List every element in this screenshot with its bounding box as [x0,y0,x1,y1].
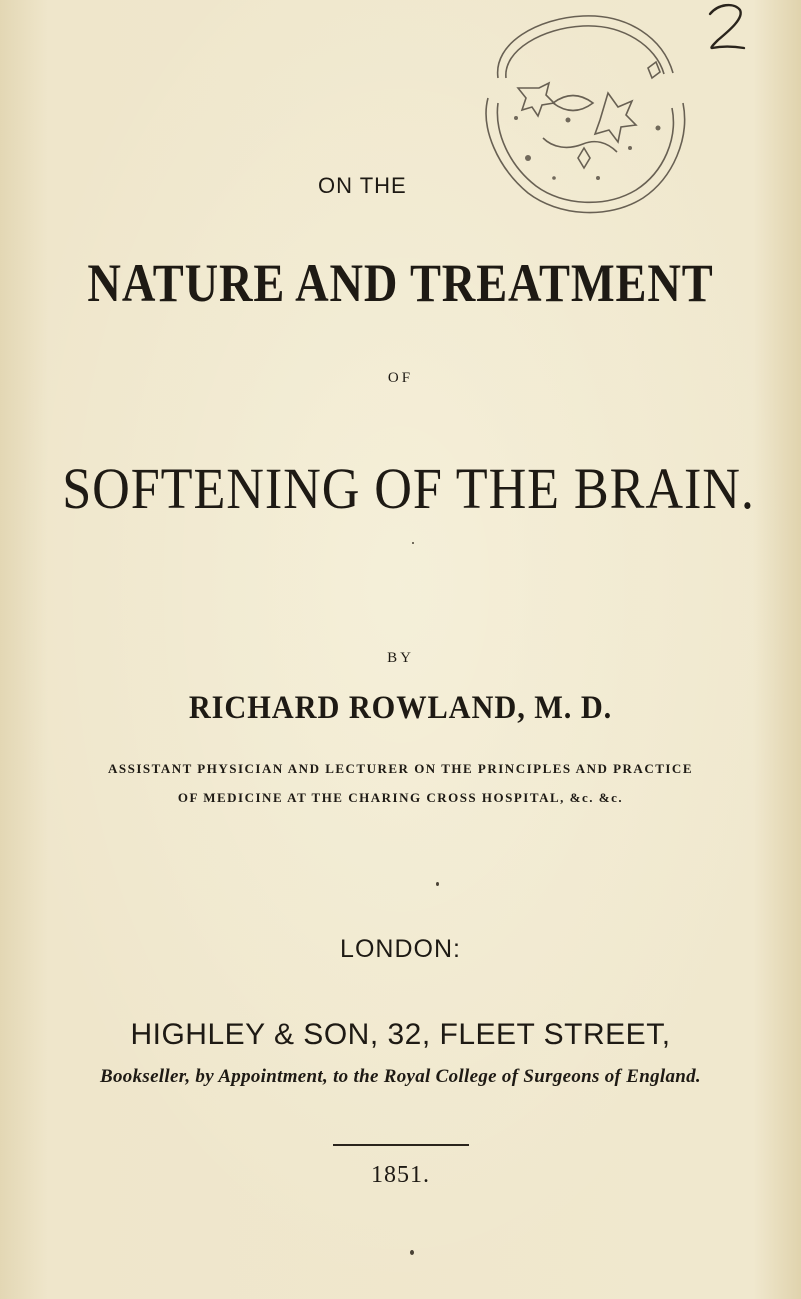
library-stamp-icon [458,8,702,230]
by-label: BY [387,650,414,666]
divider-rule [333,1144,469,1146]
publication-place: LONDON: [340,935,461,963]
ink-speck [412,542,414,544]
author-name: RICHARD ROWLAND, M. D. [188,690,613,726]
credentials-line-1: ASSISTANT PHYSICIAN AND LECTURER ON THE PRINCIPLES AND PRACTICE [108,761,693,776]
ink-speck [436,882,439,886]
title-line-1: NATURE AND TREATMENT [87,253,714,313]
pre-title: ON THE [318,173,407,198]
publisher: HIGHLEY & SON, 32, FLEET STREET, [130,1018,671,1051]
of-label: OF [387,370,414,386]
credentials-line-2: OF MEDICINE AT THE CHARING CROSS HOSPITAL, &c. &c. [177,790,624,805]
ink-speck [410,1250,414,1255]
publication-year: 1851. [371,1162,430,1188]
publisher-imprint: Bookseller, by Appointment, to the Royal College of Surgeons of England. [100,1066,701,1087]
title-line-2: SOFTENING OF THE BRAIN. [62,456,755,521]
handwritten-mark-icon [700,2,750,54]
